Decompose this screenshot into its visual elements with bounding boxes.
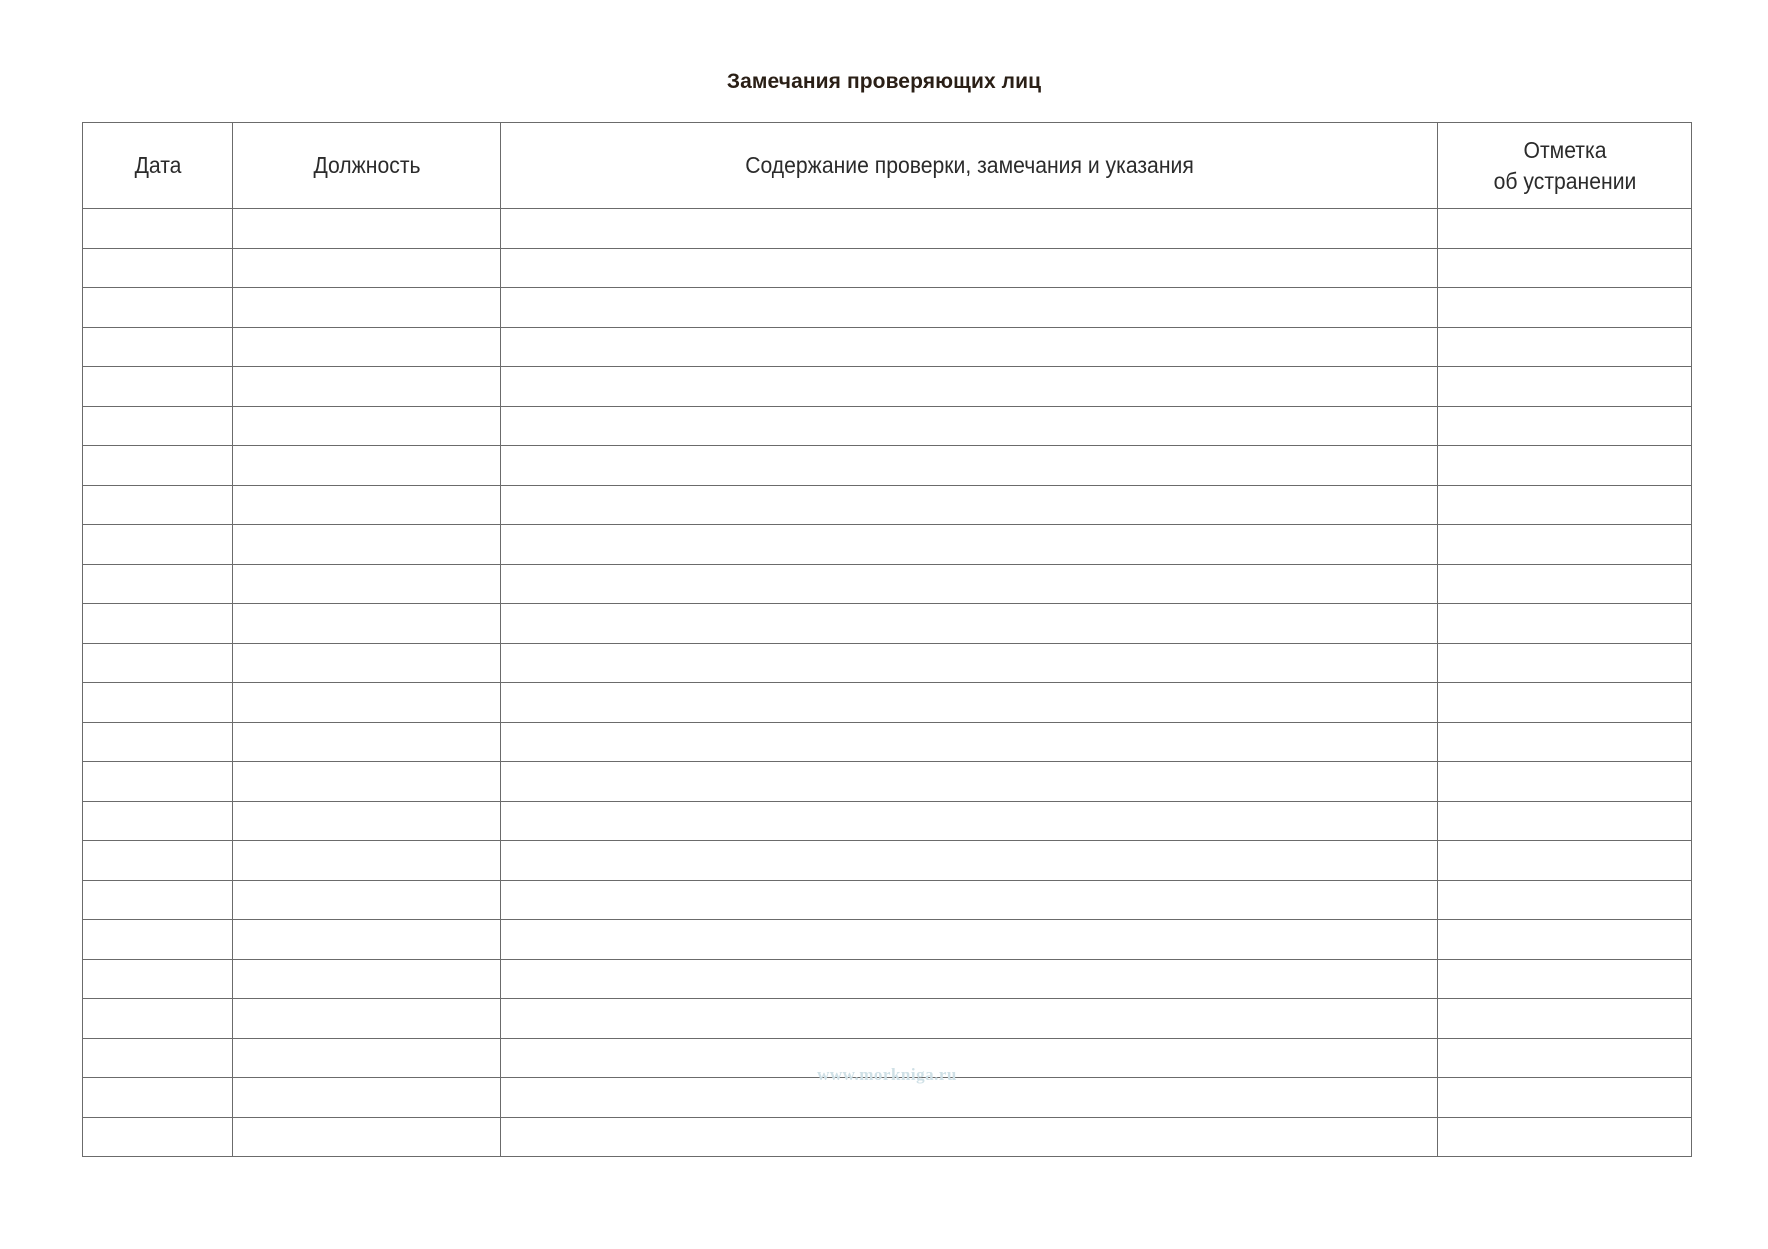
table-row <box>83 367 1692 407</box>
content-cell <box>501 683 1438 723</box>
date-cell <box>83 446 233 486</box>
mark-cell <box>1438 564 1692 604</box>
table-row <box>83 209 1692 249</box>
position-cell <box>233 683 501 723</box>
mark-cell <box>1438 1117 1692 1157</box>
mark-cell <box>1438 999 1692 1039</box>
table-row <box>83 722 1692 762</box>
date-cell <box>83 801 233 841</box>
position-cell <box>233 1078 501 1118</box>
position-cell <box>233 564 501 604</box>
date-cell <box>83 683 233 723</box>
date-cell <box>83 367 233 407</box>
table-row <box>83 248 1692 288</box>
table-row <box>83 1117 1692 1157</box>
position-cell <box>233 643 501 683</box>
date-cell <box>83 959 233 999</box>
content-cell <box>501 564 1438 604</box>
content-cell <box>501 722 1438 762</box>
date-cell <box>83 248 233 288</box>
mark-cell <box>1438 643 1692 683</box>
date-cell <box>83 722 233 762</box>
position-cell <box>233 604 501 644</box>
table-row <box>83 406 1692 446</box>
content-cell <box>501 209 1438 249</box>
content-cell <box>501 1117 1438 1157</box>
content-cell <box>501 762 1438 802</box>
mark-cell <box>1438 722 1692 762</box>
content-cell <box>501 248 1438 288</box>
date-cell <box>83 920 233 960</box>
date-cell <box>83 564 233 604</box>
mark-cell <box>1438 525 1692 565</box>
table-row <box>83 683 1692 723</box>
position-cell <box>233 485 501 525</box>
table-row <box>83 801 1692 841</box>
watermark: www.morkniga.ru <box>817 1065 957 1084</box>
content-cell <box>501 959 1438 999</box>
table-row <box>83 327 1692 367</box>
content-cell <box>501 327 1438 367</box>
position-cell <box>233 446 501 486</box>
position-cell <box>233 959 501 999</box>
mark-cell <box>1438 367 1692 407</box>
mark-cell <box>1438 880 1692 920</box>
mark-cell <box>1438 209 1692 249</box>
position-cell <box>233 525 501 565</box>
mark-cell <box>1438 920 1692 960</box>
date-cell <box>83 525 233 565</box>
date-cell <box>83 406 233 446</box>
mark-cell <box>1438 762 1692 802</box>
table-row <box>83 525 1692 565</box>
position-cell <box>233 406 501 446</box>
table-body <box>83 209 1692 1157</box>
position-cell <box>233 288 501 328</box>
inspection-remarks-table <box>82 122 1692 1157</box>
table-row <box>83 485 1692 525</box>
position-cell <box>233 801 501 841</box>
content-cell <box>501 485 1438 525</box>
date-cell <box>83 1038 233 1078</box>
date-cell <box>83 762 233 802</box>
mark-cell <box>1438 1078 1692 1118</box>
mark-cell <box>1438 841 1692 881</box>
table-row <box>83 604 1692 644</box>
mark-cell <box>1438 959 1692 999</box>
date-cell <box>83 1078 233 1118</box>
position-cell <box>233 920 501 960</box>
table-row <box>83 762 1692 802</box>
content-cell <box>501 288 1438 328</box>
date-cell <box>83 1117 233 1157</box>
table-row <box>83 841 1692 881</box>
header-mark <box>1448 123 1682 209</box>
content-cell <box>501 446 1438 486</box>
header-date: Дата <box>89 123 227 209</box>
position-cell <box>233 841 501 881</box>
table-row <box>83 446 1692 486</box>
position-cell <box>233 248 501 288</box>
position-cell <box>233 880 501 920</box>
position-cell <box>233 327 501 367</box>
header-position: Должность <box>243 123 490 209</box>
date-cell <box>83 209 233 249</box>
date-cell <box>83 604 233 644</box>
content-cell <box>501 525 1438 565</box>
position-cell <box>233 367 501 407</box>
position-cell <box>233 209 501 249</box>
content-cell <box>501 999 1438 1039</box>
mark-cell <box>1438 248 1692 288</box>
position-cell <box>233 999 501 1039</box>
content-cell <box>501 880 1438 920</box>
table-row <box>83 564 1692 604</box>
header-mark-line2: об устранении <box>1493 167 1636 194</box>
date-cell <box>83 485 233 525</box>
table-row <box>83 880 1692 920</box>
table-row <box>83 959 1692 999</box>
position-cell <box>233 762 501 802</box>
date-cell <box>83 841 233 881</box>
table-row <box>83 920 1692 960</box>
date-cell <box>83 880 233 920</box>
mark-cell <box>1438 406 1692 446</box>
page-title: Замечания проверяющих лиц <box>726 70 1042 93</box>
content-cell <box>501 841 1438 881</box>
date-cell <box>83 999 233 1039</box>
content-cell <box>501 604 1438 644</box>
date-cell <box>83 288 233 328</box>
mark-cell <box>1438 683 1692 723</box>
mark-cell <box>1438 485 1692 525</box>
content-cell <box>501 367 1438 407</box>
position-cell <box>233 1117 501 1157</box>
mark-cell <box>1438 327 1692 367</box>
content-cell <box>501 406 1438 446</box>
table-row <box>83 999 1692 1039</box>
header-mark-line1: Отметка <box>1523 136 1606 163</box>
mark-cell <box>1438 446 1692 486</box>
date-cell <box>83 643 233 683</box>
mark-cell <box>1438 801 1692 841</box>
position-cell <box>233 1038 501 1078</box>
table-row <box>83 643 1692 683</box>
table-row <box>83 288 1692 328</box>
position-cell <box>233 722 501 762</box>
header-content: Содержание проверки, замечания и указания <box>538 123 1400 209</box>
content-cell <box>501 920 1438 960</box>
table-header-row <box>83 123 1692 209</box>
content-cell <box>501 643 1438 683</box>
mark-cell <box>1438 604 1692 644</box>
content-cell <box>501 801 1438 841</box>
mark-cell <box>1438 288 1692 328</box>
mark-cell <box>1438 1038 1692 1078</box>
date-cell <box>83 327 233 367</box>
